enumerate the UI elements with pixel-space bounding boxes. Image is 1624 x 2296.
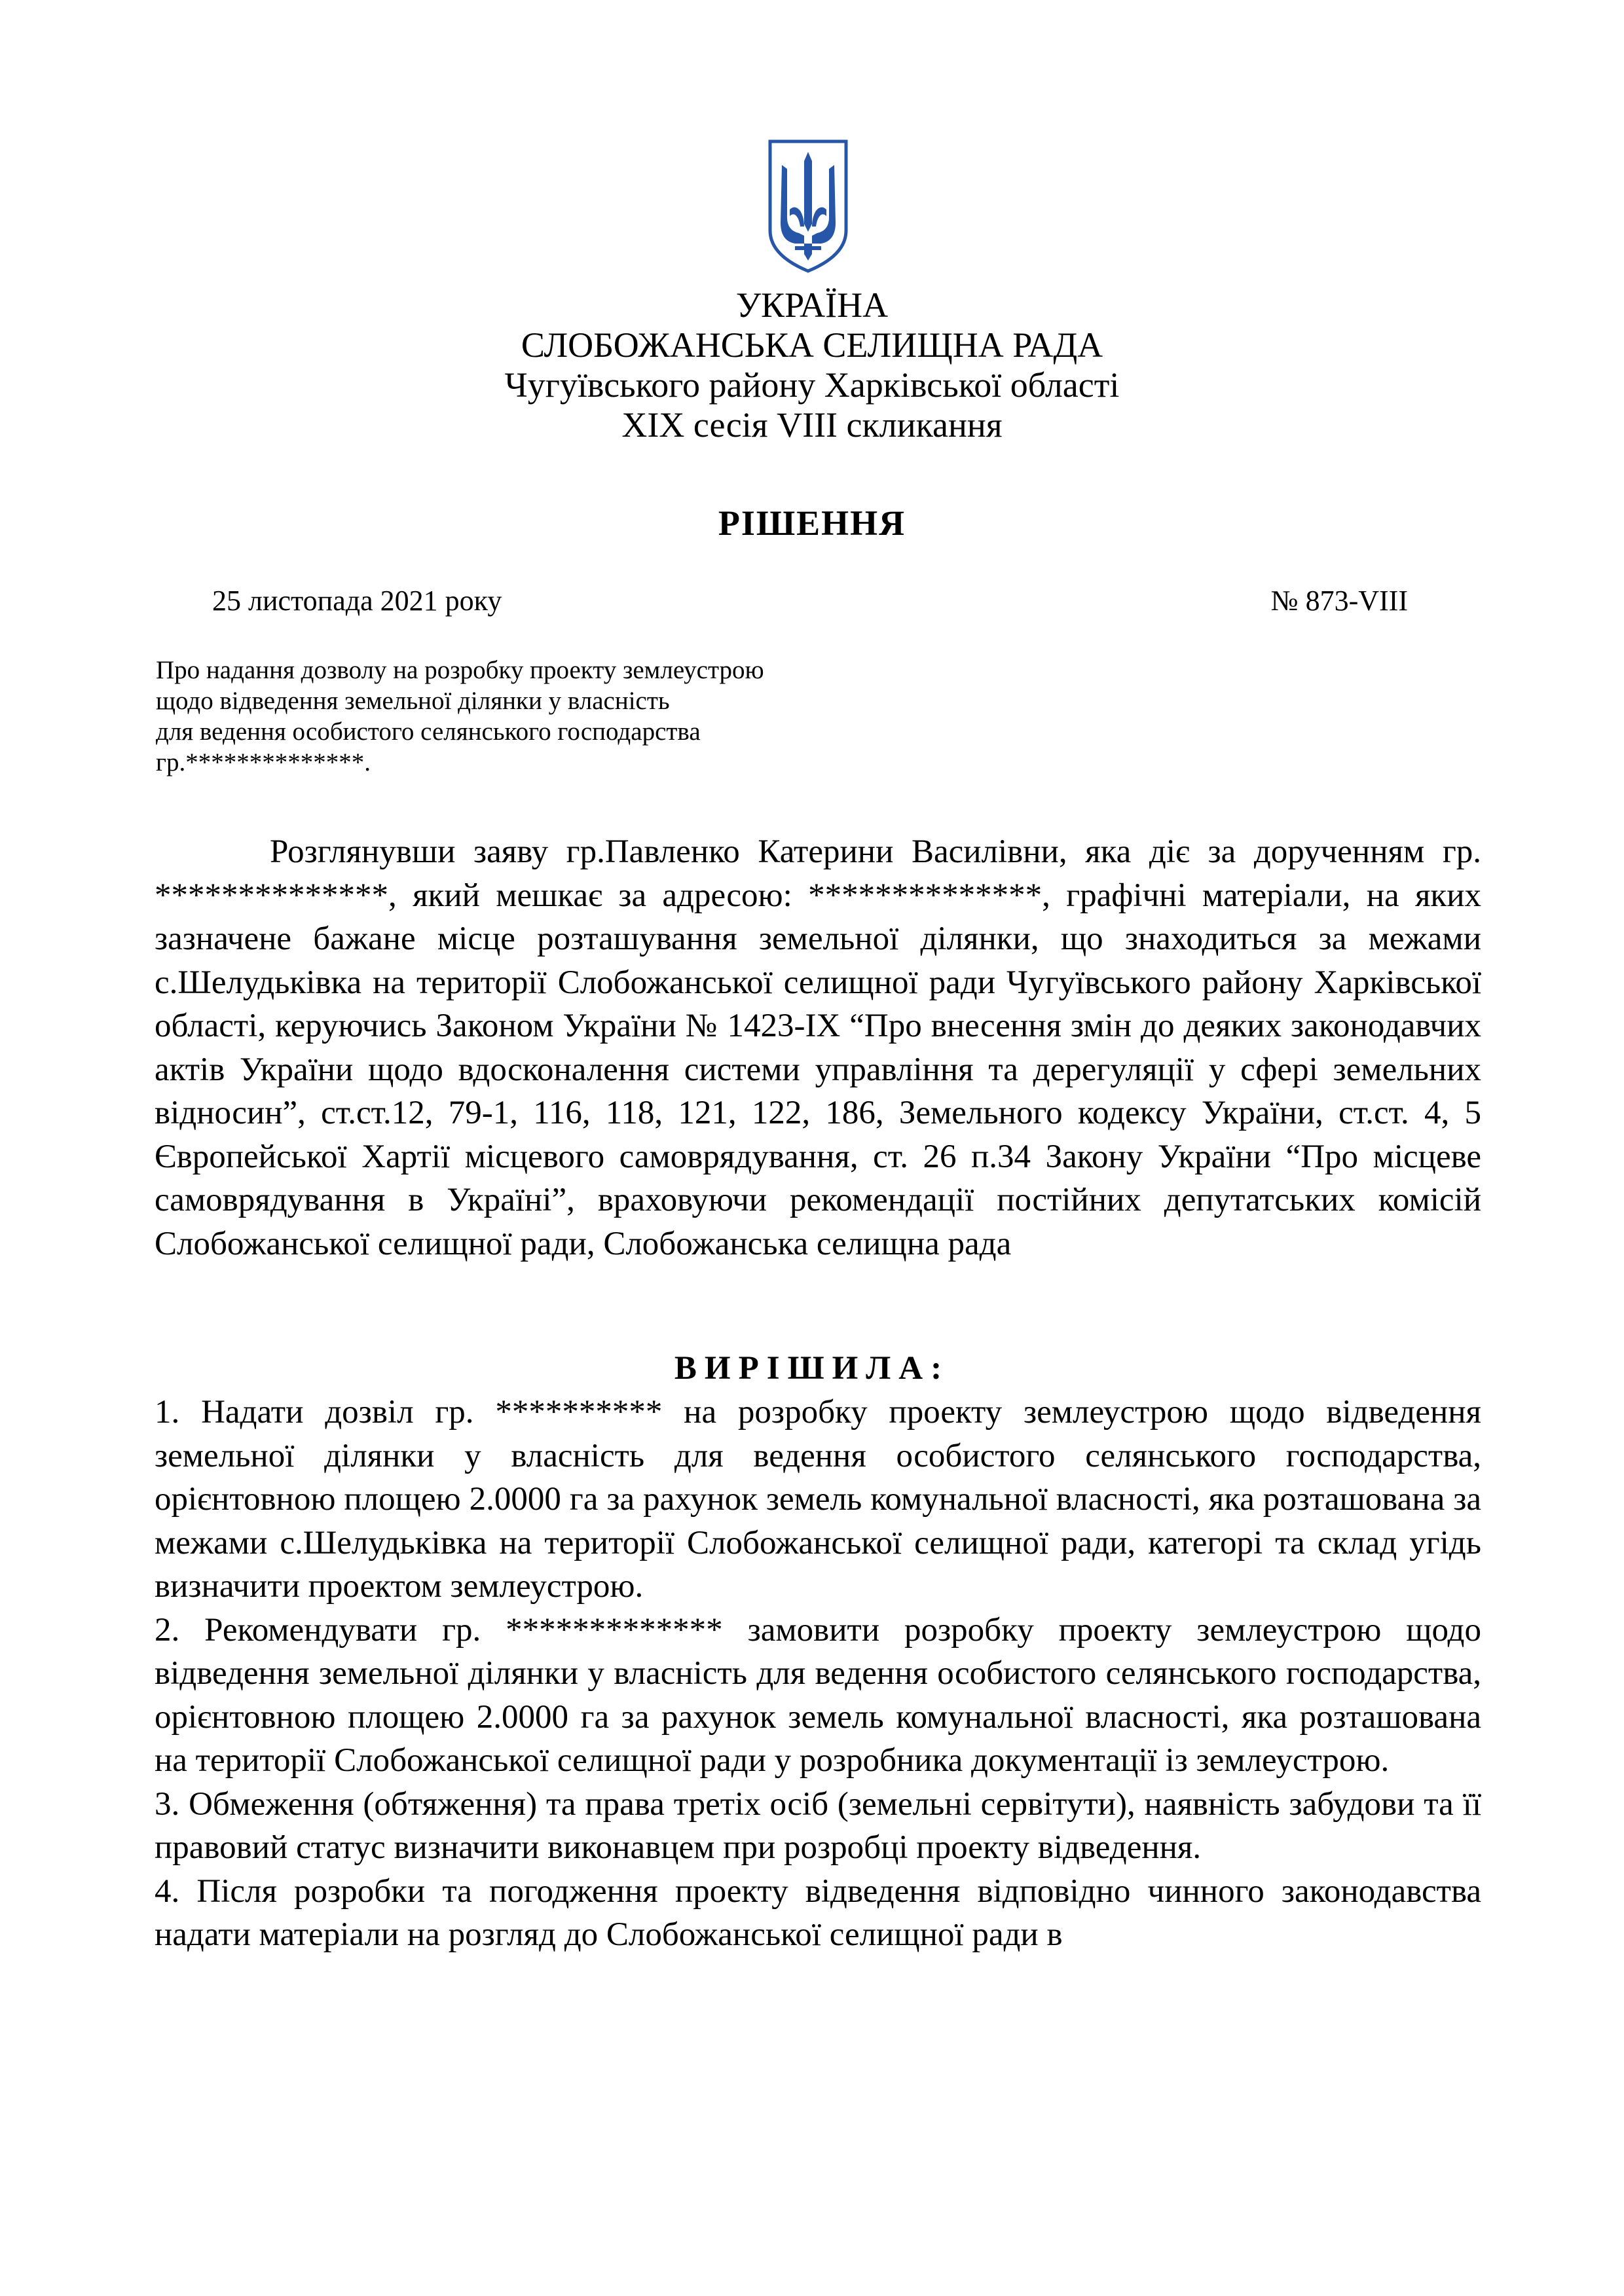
decision-item: 3. Обмеження (обтяження) та права третіх осіб (земельні сервітути), наявність забудови та її правовий статус визначити виконавцем при розробці проекту відведення. xyxy=(155,1785,1481,1866)
subject-line: щодо відведення земельної ділянки у власність xyxy=(156,687,670,715)
document-type-title: РІШЕННЯ xyxy=(718,503,906,543)
district-name: Чугуївського району Харківської області xyxy=(504,365,1120,405)
subject-line: гр.**************. xyxy=(156,748,371,776)
document-date: 25 листопада 2021 року xyxy=(212,585,502,617)
decision-items xyxy=(155,1391,1481,1957)
document-subject xyxy=(156,655,942,778)
document-number: № 873-VIII xyxy=(1270,585,1408,617)
subject-line: для ведення особистого селянського господарства xyxy=(156,718,701,746)
country-name: УКРАЇНА xyxy=(735,285,889,325)
trident-emblem-icon xyxy=(766,139,850,274)
preamble-paragraph: Розглянувши заяву гр.Павленко Катерини Василівни, яка діє за дорученням гр. **************, який мешкає за адресою: **************, графічні матеріали, на яких зазначене бажане місце розташування земельної ділянки, що знаходиться за межами с.Шелудьківка на території Слобожанської селищної ради Чугуївського району Харківської області, керуючись Законом України № 1423-IX “Про внесення змін до деяких законодавчих актів України щодо вдосконалення системи управління та дерегуляції у сфері земельних відносин”, ст.ст.12, 79-1, 116, 118, 121, 122, 186, Земельного кодексу України, ст.ст. 4, 5 Європейської Хартії місцевого самоврядування, ст. 26 п.34 Закону України “Про місцеве самоврядування в Україні”, враховуючи рекомендації постійних депутатських комісій Слобожанської селищної ради, Слобожанська селищна рада xyxy=(155,833,1481,1262)
decision-item: 1. Надати дозвіл гр. ********** на розробку проекту землеустрою щодо відведення земельної ділянки у власність для ведення особистого селянського господарства, орієнтовною площею 2.0000 га за рахунок земель комунальної власності, яка розташована за межами с.Шелудьківка на території Слобожанської селищної ради, категорі та склад угідь визначити проектом землеустрою. xyxy=(155,1394,1481,1605)
subject-line: Про надання дозволу на розробку проекту землеустрою xyxy=(156,656,764,684)
session-name: ХІХ сесія VIII скликання xyxy=(621,405,1003,445)
header-block xyxy=(0,285,1624,445)
decision-item: 4. Після розробки та погодження проекту відведення відповідно чинного законодавства надати матеріали на розгляд до Слобожанської селищної ради в xyxy=(155,1872,1481,1953)
decision-item: 2. Рекомендувати гр. ************* замовити розробку проекту землеустрою щодо відведення земельної ділянки у власність для ведення особистого селянського господарства, орієнтовною площею 2.0000 га за рахунок земель комунальної власності, яка розташована на території Слобожанської селищної ради у розробника документації із землеустрою. xyxy=(155,1611,1481,1779)
decided-heading: ВИРІШИЛА: xyxy=(674,1350,950,1387)
council-name: СЛОБОЖАНСЬКА СЕЛИЩНА РАДА xyxy=(521,325,1103,365)
